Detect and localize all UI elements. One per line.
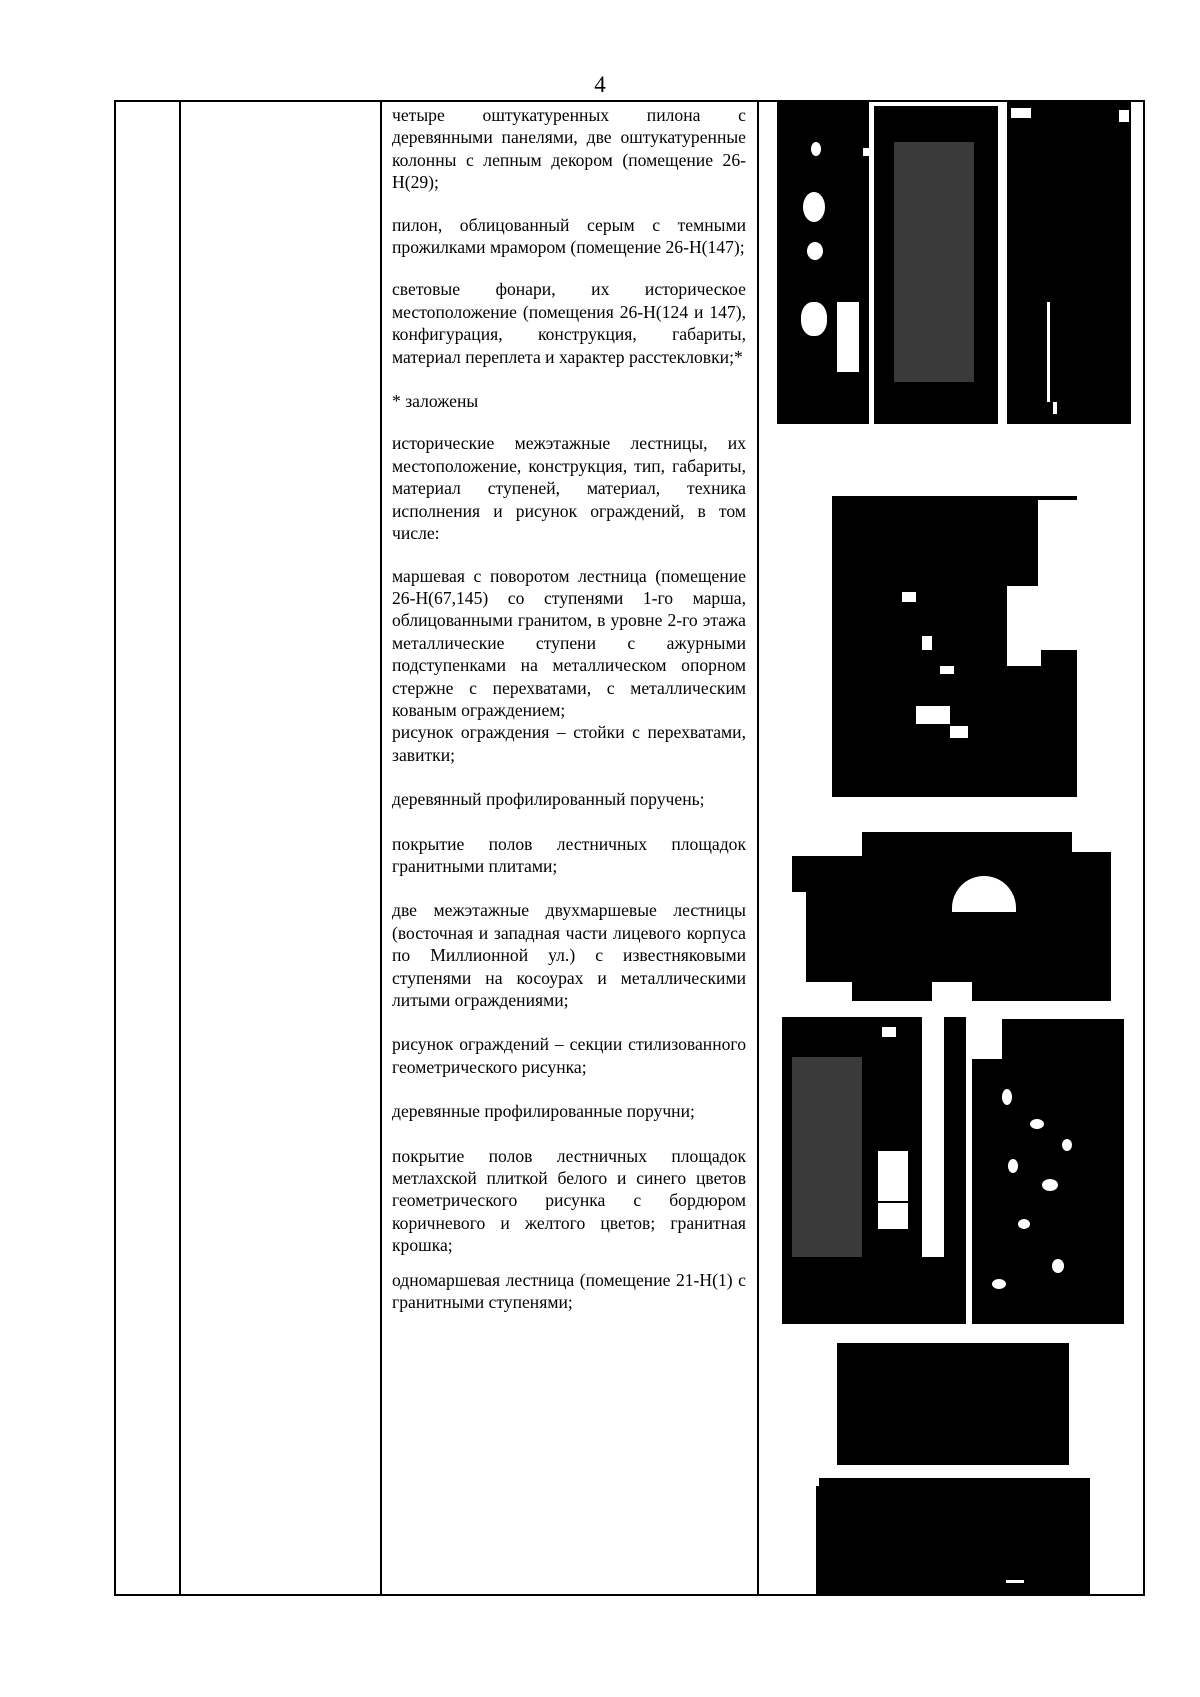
photo-handrail (792, 832, 1111, 1001)
paragraph-railing-pattern-1: рисунок ограждения – стойки с перехватами, завитки; (392, 722, 746, 765)
paragraph-two-staircases: две межэтажные двухмаршевые лестницы (восточная и западная части лицевого корпуса по Миллионной ул.) с известняковыми ступенями на косоурах и металлическими литыми ограждениями; (392, 900, 746, 1010)
column-divider-1 (179, 100, 181, 1596)
photo-two-flight-staircase (782, 1017, 966, 1324)
paragraph-footnote: * заложены (392, 391, 479, 412)
paragraph-handrail-1: деревянный профилированный поручень; (392, 789, 705, 810)
paragraph-handrails-2: деревянные профилированные поручни; (392, 1101, 695, 1122)
photo-skylight (1007, 102, 1131, 424)
column-divider-3 (757, 100, 759, 1596)
photo-pylon (874, 102, 998, 424)
column-divider-2 (380, 100, 382, 1596)
page-number: 4 (594, 72, 606, 97)
photo-turning-staircase (832, 496, 1077, 797)
photo-tile-floor (837, 1343, 1069, 1465)
paragraph-single-flight: одномаршевая лестница (помещение 21-Н(1) с гранитными ступенями; (392, 1269, 746, 1313)
protected-elements-text-column (392, 102, 746, 1313)
paragraph-staircases-intro: исторические межэтажные лестницы, их местоположение, конструкция, тип, габариты, материал ступеней, материал, техника исполнения и рисунок ограждений, в том числе: (392, 433, 746, 544)
paragraph-turning-staircase: маршевая с поворотом лестница (помещение 26-Н(67,145) со ступенями 1-го марша, облицованными гранитом, в уровне 2-го этажа металлические ступени с ажурными подступенками на металлическом опорном стержне с перехватами, с металлическим кованым ограждением; (392, 565, 746, 720)
photo-column-decor (777, 102, 869, 424)
paragraph-marble-pylon: пилон, облицованный серым с темными прожилками мрамором (помещение 26-Н(147); (392, 214, 746, 258)
photo-cast-railing (972, 1019, 1124, 1324)
photo-granite-steps (816, 1478, 1090, 1596)
paragraph-skylights: световые фонари, их историческое местоположение (помещения 26-Н(124 и 147), конфигурация, конструкция, габариты, материал переплета и характер расстекловки;* (392, 279, 746, 367)
paragraph-pylons: четыре оштукатуренных пилона с деревянными панелями, две оштукатуренные колонны с лепным декором (помещение 26-Н(29); (392, 105, 746, 193)
paragraph-tile-floors: покрытие полов лестничных площадок метлахской плиткой белого и синего цветов геометрического рисунка с бордюром коричневого и желтого цветов; гранитная крошка; (392, 1145, 746, 1256)
paragraph-granite-landings: покрытие полов лестничных площадок гранитными плитами; (392, 833, 746, 876)
paragraph-railing-pattern-2: рисунок ограждений – секции стилизованного геометрического рисунка; (392, 1034, 746, 1077)
